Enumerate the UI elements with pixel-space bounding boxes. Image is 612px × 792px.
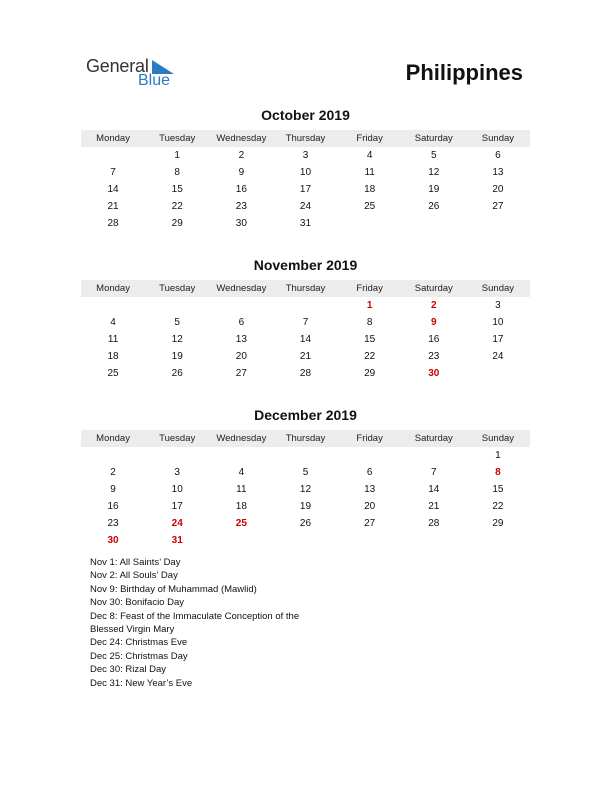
day-cell: 9: [110, 484, 116, 495]
day-cell: 6: [366, 467, 373, 478]
weekday-label: Saturday: [414, 133, 453, 144]
empty-day-cell: [466, 216, 530, 233]
day-cell: 1: [495, 450, 501, 461]
weekday-label: Sunday: [481, 133, 515, 144]
day-cell: 30: [235, 218, 247, 229]
month-november: [81, 256, 530, 383]
week-row: [81, 448, 530, 465]
weekday-header-row: [81, 130, 530, 147]
day-cell: 19: [171, 351, 183, 362]
day-cell: 2: [238, 150, 245, 161]
week-row: [81, 533, 530, 550]
day-cell: 27: [492, 201, 504, 212]
weekday-label: Saturday: [414, 283, 453, 294]
weekday-label: Wednesday: [216, 133, 267, 144]
holiday-note: Dec 24: Christmas Eve: [90, 637, 188, 649]
day-cell: 20: [364, 501, 376, 512]
day-cell: 21: [107, 201, 119, 212]
week-row: [81, 332, 530, 349]
day-cell: 17: [171, 501, 183, 512]
empty-day-cell: [81, 448, 145, 465]
day-cell: 13: [492, 167, 504, 178]
holiday-note: Nov 1: All Saints’ Day: [90, 557, 181, 568]
holiday-note: Nov 2: All Souls’ Day: [90, 570, 178, 582]
day-cell: 25: [235, 518, 247, 529]
day-cell: 6: [238, 317, 245, 328]
day-cell: 12: [299, 484, 312, 495]
holiday-note: Nov 9: Birthday of Muhammad (Mawlid): [90, 583, 257, 595]
day-cell: 9: [430, 317, 437, 328]
week-row: [81, 482, 530, 499]
empty-day-cell: [402, 448, 466, 465]
day-cell: 2: [430, 300, 437, 311]
day-cell: 8: [495, 467, 501, 478]
week-row: [81, 182, 530, 199]
day-cell: 4: [366, 150, 373, 161]
weekday-header-row: [81, 280, 530, 297]
day-cell: 7: [430, 467, 437, 478]
weekday-label: Sunday: [481, 433, 515, 444]
day-cell: 5: [430, 150, 437, 161]
day-cell: 16: [428, 334, 440, 345]
day-cell: 24: [171, 518, 183, 529]
week-row: [81, 148, 530, 165]
day-cell: 28: [107, 218, 119, 229]
weekday-label: Monday: [96, 433, 130, 444]
empty-day-cell: [466, 366, 530, 383]
day-cell: 4: [238, 467, 245, 478]
day-cell: 31: [171, 535, 183, 546]
day-cell: 22: [364, 351, 376, 362]
weekday-label: Sunday: [481, 283, 515, 294]
day-cell: 31: [299, 218, 312, 229]
empty-day-cell: [338, 216, 402, 233]
empty-day-cell: [338, 448, 402, 465]
weekday-header-row: [81, 430, 530, 447]
weekday-label: Thursday: [285, 433, 326, 444]
day-cell: 11: [364, 167, 375, 178]
day-cell: 20: [235, 351, 247, 362]
day-cell: 7: [302, 317, 309, 328]
weekday-label: Thursday: [285, 283, 326, 294]
weekday-label: Thursday: [285, 133, 326, 144]
empty-day-cell: [81, 298, 145, 315]
day-cell: 12: [428, 167, 440, 178]
day-cell: 15: [171, 184, 183, 195]
day-cell: 24: [299, 201, 312, 212]
holiday-note: Dec 25: Christmas Day: [90, 650, 188, 662]
weekday-label: Tuesday: [159, 283, 196, 294]
day-cell: 29: [364, 368, 376, 379]
month-december: [81, 406, 530, 550]
day-cell: 30: [428, 368, 440, 379]
day-cell: 29: [171, 218, 183, 229]
month-title: October 2019: [261, 107, 350, 123]
day-cell: 2: [110, 467, 116, 478]
weekday-label: Tuesday: [159, 133, 196, 144]
empty-day-cell: [209, 448, 273, 465]
empty-day-cell: [145, 448, 209, 465]
holiday-note: Dec 31: New Year’s Eve: [90, 677, 193, 689]
week-row: [81, 499, 530, 516]
day-cell: 30: [107, 535, 119, 546]
empty-day-cell: [145, 298, 209, 315]
week-row: [81, 165, 530, 182]
month-title: November 2019: [253, 257, 358, 273]
day-cell: 23: [107, 518, 119, 529]
empty-day-cell: [273, 533, 337, 550]
week-row: [81, 465, 530, 482]
day-cell: 15: [492, 484, 504, 495]
day-cell: 16: [107, 501, 119, 512]
week-row: [81, 298, 530, 315]
day-cell: 24: [492, 351, 504, 362]
day-cell: 17: [299, 184, 312, 195]
logo-text-general: General: [86, 56, 149, 76]
month-october: [81, 106, 530, 233]
day-cell: 20: [492, 184, 504, 195]
week-row: [81, 315, 530, 332]
day-cell: 4: [110, 317, 116, 328]
day-cell: 21: [299, 351, 312, 362]
day-cell: 26: [299, 518, 312, 529]
day-cell: 3: [495, 300, 501, 311]
empty-day-cell: [466, 533, 530, 550]
weekday-label: Saturday: [414, 433, 453, 444]
day-cell: 21: [428, 501, 440, 512]
weekday-label: Monday: [96, 133, 130, 144]
day-cell: 14: [107, 184, 119, 195]
day-cell: 11: [107, 334, 119, 345]
week-row: [81, 366, 530, 383]
empty-day-cell: [273, 298, 337, 315]
day-cell: 9: [238, 167, 245, 178]
day-cell: 3: [302, 150, 309, 161]
empty-day-cell: [338, 533, 402, 550]
day-cell: 10: [171, 484, 183, 495]
day-cell: 14: [428, 484, 440, 495]
day-cell: 27: [235, 368, 247, 379]
day-cell: 17: [492, 334, 504, 345]
day-cell: 25: [364, 201, 376, 212]
day-cell: 5: [302, 467, 309, 478]
day-cell: 18: [364, 184, 376, 195]
weekday-label: Wednesday: [216, 433, 267, 444]
day-cell: 18: [107, 351, 119, 362]
day-cell: 16: [235, 184, 247, 195]
day-cell: 23: [235, 201, 247, 212]
day-cell: 18: [235, 501, 247, 512]
day-cell: 10: [492, 317, 504, 328]
weekday-label: Tuesday: [159, 433, 196, 444]
day-cell: 15: [364, 334, 376, 345]
day-cell: 26: [171, 368, 183, 379]
day-cell: 7: [110, 167, 116, 178]
holiday-note: Dec 30: Rizal Day: [90, 664, 167, 676]
day-cell: 5: [174, 317, 180, 328]
month-title: December 2019: [254, 407, 357, 423]
weekday-label: Friday: [356, 283, 383, 294]
week-row: [81, 199, 530, 216]
day-cell: 23: [428, 351, 440, 362]
day-cell: 28: [299, 368, 312, 379]
weekday-label: Friday: [356, 133, 383, 144]
logo-text-blue: Blue: [138, 72, 171, 89]
day-cell: 29: [492, 518, 504, 529]
day-cell: 19: [299, 501, 312, 512]
week-row: [81, 349, 530, 366]
day-cell: 28: [428, 518, 440, 529]
day-cell: 3: [174, 467, 180, 478]
country-title: Philippines: [405, 60, 523, 85]
holiday-note: Nov 30: Bonifacio Day: [90, 597, 184, 609]
weekday-label: Friday: [356, 433, 383, 444]
holiday-note: Dec 8: Feast of the Immaculate Conception of the: [90, 610, 300, 622]
day-cell: 14: [299, 334, 312, 345]
day-cell: 11: [236, 484, 247, 495]
empty-day-cell: [273, 448, 337, 465]
day-cell: 22: [492, 501, 504, 512]
day-cell: 19: [428, 184, 440, 195]
empty-day-cell: [402, 533, 466, 550]
empty-day-cell: [81, 148, 145, 165]
day-cell: 12: [171, 334, 183, 345]
day-cell: 25: [107, 368, 119, 379]
holiday-note: Blessed Virgin Mary: [90, 624, 175, 636]
day-cell: 13: [235, 334, 247, 345]
day-cell: 1: [174, 150, 180, 161]
day-cell: 10: [299, 167, 312, 178]
day-cell: 1: [366, 300, 373, 311]
empty-day-cell: [402, 216, 466, 233]
day-cell: 13: [364, 484, 376, 495]
weekday-label: Monday: [96, 283, 130, 294]
day-cell: 8: [174, 167, 180, 178]
week-row: [81, 516, 530, 533]
empty-day-cell: [209, 533, 273, 550]
day-cell: 6: [495, 150, 501, 161]
holiday-notes: [90, 556, 350, 690]
generalblue-logo: [86, 56, 196, 92]
day-cell: 8: [366, 317, 373, 328]
weekday-label: Wednesday: [216, 283, 267, 294]
day-cell: 22: [171, 201, 183, 212]
empty-day-cell: [209, 298, 273, 315]
week-row: [81, 216, 530, 233]
day-cell: 26: [428, 201, 440, 212]
day-cell: 27: [364, 518, 376, 529]
